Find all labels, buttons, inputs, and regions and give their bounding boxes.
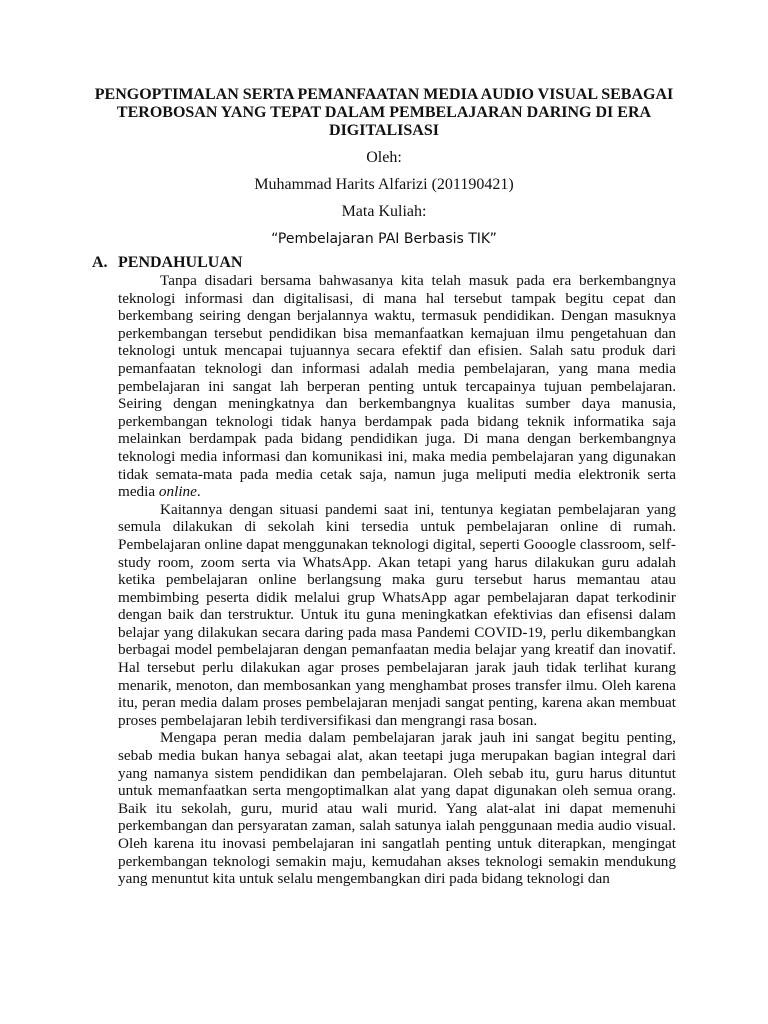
- section-heading: [92, 254, 242, 272]
- paragraph-italic-text: online: [158, 483, 197, 501]
- document-title: PENGOPTIMALAN SERTA PEMANFAATAN MEDIA AUDIO VISUAL SEBAGAI TEROBOSAN YANG TEPAT DALAM PEMBELAJARAN DARING DI ERA DIGITALISASI: [94, 86, 674, 139]
- paragraph: [118, 272, 676, 501]
- paragraph-text: Kaitannya dengan situasi pandemi saat ini, tentunya kegiatan pembelajaran yang semula dilakukan di sekolah kini tersedia untuk pembelajaran online di rumah. Pembelajaran online dapat menggunakan teknologi digital, seperti Gooogle classroom, self-study room, zoom serta via WhatsApp. Akan tetapi yang harus dilakukan guru adalah ketika pembelajaran online berlangsung maka guru tersebut harus memantau atau membimbing peserta didik melalui grup WhatsApp agar pembelajaran dapat terkodinir dengan baik dan terstruktur. Untuk itu guna meningkatkan efektivias dan efisensi dalam belajar yang dilakukan secara daring pada masa Pandemi COVID-19, perlu dikembangkan berbagai model pembelajaran dengan pemanfaatan media belajar yang kreatif dan inovatif. Hal tersebut perlu dilakukan agar proses pembelajaran jarak jauh tidak terlihat kurang menarik, menoton, dan membosankan yang menghambat proses transfer ilmu. Oleh karena itu, peran media dalam proses pembelajaran menjadi sangat penting, karena akan membuat proses pembelajaran lebih terdiversifikasi dan mengrangi rasa bosan.: [118, 500, 676, 729]
- paragraph: [118, 501, 676, 730]
- section-body: [118, 272, 676, 888]
- section-number: A.: [92, 254, 108, 271]
- paragraph-text: Mengapa peran media dalam pembelajaran jarak jauh ini sangat begitu penting, sebab media bukan hanya sebagai alat, akan teetapi juga merupakan bagian integral dari yang namanya sistem pendidikan dan pembelajaran. Oleh sebab itu, guru harus dituntut untuk memanfaatkan serta mengoptimalkan alat yang dapat digunakan oleh semua orang. Baik itu sekolah, guru, murid atau wali murid. Yang alat-alat ini dapat memenuhi perkembangan dan persyaratan zaman, salah satunya ialah penggunaan media audio visual. Oleh karena itu inovasi pembelajaran ini sangatlah penting untuk diterapkan, mengingat perkembangan teknologi semakin maju, kemudahan akses teknologi semakin mendukung yang menuntut kita untuk selalu mengembangkan diri pada bidang teknologi dan: [118, 729, 676, 888]
- course-title: “Pembelajaran PAI Berbasis TIK”: [271, 231, 497, 247]
- author-name: Muhammad Harits Alfarizi (201190421): [254, 176, 514, 193]
- course-label: Mata Kuliah:: [341, 203, 427, 220]
- paragraph-tail: .: [196, 483, 201, 501]
- section-title: PENDAHULUAN: [118, 254, 243, 271]
- paragraph-text: Tanpa disadari bersama bahwasanya kita telah masuk pada era berkembangnya teknologi informasi dan digitalisasi, di mana hal tersebut tampak begitu cepat dan berkembang seiring dengan berjalannya waktu, termasuk pendidikan. Dengan masuknya perkembangan tersebut pendidikan bisa memanfaatkan kemajuan ilmu pengetahuan dan teknologi untuk mencapai tujuannya secara efektif dan efisien. Salah satu produk dari pemanfaatan teknologi dan informasi adalah media pembelajaran, yang mana media pembelajaran ini sangat lah berperan penting untuk tercapainya tujuan pembelajaran. Seiring dengan meningkatnya dan berkembangnya kualitas sumber daya manusia, perkembangan teknologi tidak hanya berdampak pada bidang teknik informatika saja melainkan berdampak pada bidang pendidikan juga. Di mana dengan berkembangnya teknologi media informasi dan komunikasi ini, maka media pembelajaran yang digunakan tidak semata-mata pada media cetak saja, namun juga meliputi media elektronik serta media: [118, 272, 676, 501]
- byline-label: Oleh:: [366, 149, 402, 166]
- paragraph: [118, 729, 676, 887]
